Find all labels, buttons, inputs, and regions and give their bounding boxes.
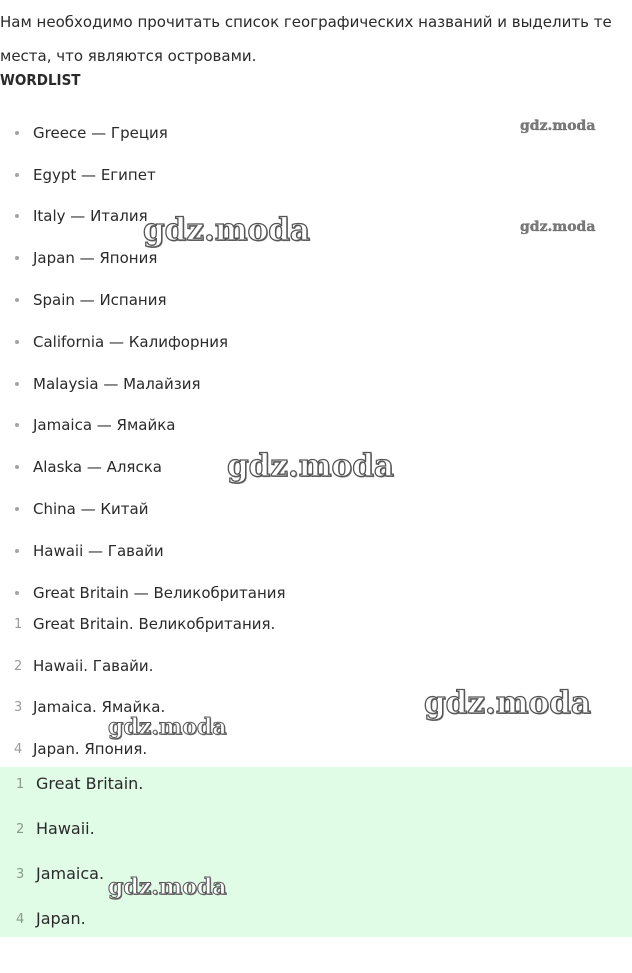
numbered-item-text: Great Britain. Великобритания. bbox=[33, 615, 276, 633]
watermark: gdz.moda bbox=[424, 685, 591, 721]
list-item bbox=[0, 446, 632, 488]
bullet-icon bbox=[15, 298, 19, 302]
list-item bbox=[0, 488, 632, 530]
watermark: gdz.moda bbox=[108, 714, 227, 740]
item-number: 3 bbox=[14, 700, 23, 715]
answer-box bbox=[0, 767, 632, 937]
numbered-item bbox=[0, 730, 632, 772]
answer-text: Great Britain. bbox=[36, 774, 144, 793]
list-item bbox=[0, 237, 632, 279]
item-number: 2 bbox=[14, 658, 23, 674]
list-item-text: Japan — Япония bbox=[33, 249, 158, 268]
list-item-text: Jamaica — Ямайка bbox=[33, 416, 176, 435]
list-item-text: China — Китай bbox=[33, 500, 149, 519]
answer-item bbox=[0, 767, 632, 812]
bullet-icon bbox=[15, 256, 19, 260]
answer-text: Hawaii. bbox=[36, 819, 95, 838]
list-item-text: Hawaii — Гавайи bbox=[33, 541, 164, 560]
watermark: gdz.moda bbox=[143, 212, 310, 248]
bullet-icon bbox=[15, 340, 19, 344]
list-item-text: Great Britain — Великобритания bbox=[33, 583, 286, 602]
answer-number: 3 bbox=[16, 867, 25, 882]
list-item-text: Egypt — Египет bbox=[33, 165, 156, 184]
bullet-icon bbox=[15, 382, 19, 386]
answer-text: Japan. bbox=[36, 909, 86, 928]
numbered-item bbox=[0, 688, 632, 730]
list-item bbox=[0, 154, 632, 196]
numbered-item bbox=[0, 605, 632, 647]
list-item-text: Malaysia — Малайзия bbox=[33, 374, 201, 393]
answer-number: 1 bbox=[16, 777, 25, 792]
bullet-icon bbox=[15, 173, 19, 177]
answer-text: Jamaica. bbox=[36, 864, 105, 883]
numbered-item-text: Japan. Япония. bbox=[33, 739, 148, 758]
list-item-text: Alaska — Аляска bbox=[33, 458, 162, 477]
watermark: gdz.moda bbox=[108, 874, 227, 900]
bullet-icon bbox=[15, 507, 19, 511]
list-item bbox=[0, 363, 632, 405]
bullet-icon bbox=[15, 423, 19, 427]
island-list bbox=[0, 605, 632, 771]
list-item bbox=[0, 405, 632, 447]
numbered-item bbox=[0, 647, 632, 689]
list-item-text: California — Калифорния bbox=[33, 332, 229, 351]
bullet-icon bbox=[15, 131, 19, 135]
list-item bbox=[0, 112, 632, 154]
wordlist bbox=[0, 112, 632, 614]
answer-item bbox=[0, 812, 632, 857]
wordlist-heading: WORDLIST bbox=[0, 71, 81, 89]
list-item bbox=[0, 279, 632, 321]
answer-number: 4 bbox=[16, 912, 25, 927]
list-item-text: Greece — Греция bbox=[33, 123, 168, 142]
list-item bbox=[0, 196, 632, 238]
answer-item bbox=[0, 902, 632, 947]
answer-item bbox=[0, 857, 632, 902]
bullet-icon bbox=[15, 549, 19, 553]
watermark: gdz.moda bbox=[227, 448, 394, 484]
numbered-item-text: Jamaica. Ямайка. bbox=[33, 698, 166, 716]
list-item bbox=[0, 321, 632, 363]
numbered-item-text: Hawaii. Гавайи. bbox=[33, 656, 154, 675]
task-instructions: Нам необходимо прочитать список географических названий и выделить те места, что являются островами. bbox=[0, 13, 612, 65]
list-item-text: Spain — Испания bbox=[33, 291, 167, 310]
item-number: 1 bbox=[14, 617, 23, 632]
list-item bbox=[0, 530, 632, 572]
answer-number: 2 bbox=[16, 822, 25, 837]
list-item-text: Italy — Италия bbox=[33, 207, 148, 226]
watermark: gdz.moda bbox=[520, 219, 596, 235]
answer-list bbox=[0, 767, 632, 947]
bullet-icon bbox=[15, 214, 19, 218]
watermark: gdz.moda bbox=[520, 118, 596, 134]
bullet-icon bbox=[15, 591, 19, 595]
item-number: 4 bbox=[14, 741, 23, 757]
bullet-icon bbox=[15, 465, 19, 469]
